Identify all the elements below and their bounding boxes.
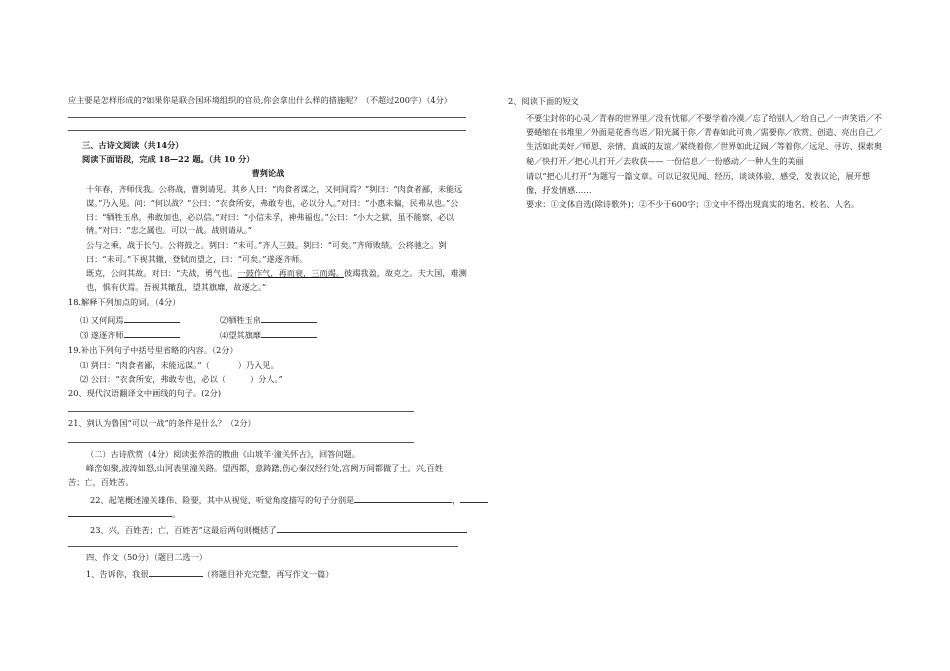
answer-line — [68, 130, 466, 131]
q17-tail: 应主要是怎样形成的?如果你是联合国环境组织的官员,你会拿出什么样的措施呢？（不超过200字）（4分） — [68, 95, 452, 105]
q18-item-2 — [220, 314, 317, 326]
answer-blank[interactable] — [261, 329, 317, 338]
passage-paragraph-2: 公与之乘，战于长勺。公将鼓之。刿曰：“未可。”齐人三鼓。刿曰：“可矣。”齐师败绩。公将驰之。刿曰：“未可。”下视其辙，登轼而望之，曰：“可矣。”遂逐齐师。 — [86, 240, 447, 264]
essay-option-1-end: （将题目补充完整，再写作文一篇） — [202, 569, 334, 579]
q18-item-3 — [80, 329, 180, 341]
poem-line-2: 苦；亡，百姓苦。 — [68, 477, 134, 487]
poem-line-1: 峰峦如聚,波涛如怒,山河表里潼关路。望西都，意踌躇,伤心秦汉经行处,宫阙万间都做了土。兴,百姓 — [86, 463, 443, 473]
section3-part2: （二）古诗欣赏（4分）阅读张养浩的散曲《山坡羊·潼关怀古》，回答问题。 — [86, 449, 360, 459]
answer-blank[interactable] — [149, 568, 203, 577]
q18-item-1 — [80, 314, 180, 326]
section4-title: 四、作文（50分）（题目二选一） — [86, 552, 207, 562]
q18-item-2-text: ⑵牺牲玉帛 — [220, 315, 261, 325]
question-23 — [90, 524, 467, 536]
question-20: 20、现代汉语翻译文中画线的句子。(2分) — [68, 388, 222, 398]
essay-option-1-start: 1、告诉你，我很 — [86, 569, 149, 579]
q18-item-4-text: ⑷望其旗靡 — [220, 330, 261, 340]
q18-item-1-text: ⑴ 又何间焉 — [80, 315, 124, 325]
answer-blank[interactable] — [460, 494, 488, 503]
underlined-sentence: 一鼓作气，再而衰，三而竭。 — [237, 268, 345, 278]
q19-item-2-end: ）分人。” — [249, 374, 283, 384]
passage-p3-end: 彼竭我盈，故克之。夫大国，难测也，惧有伏焉。吾视其辙乱，望其旗靡，故逐之。” — [86, 268, 467, 292]
period: 。 — [172, 509, 181, 519]
q19-item-2 — [80, 375, 283, 385]
question-22 — [90, 494, 488, 506]
passage-paragraph-1: 十年春，齐师伐我。公将战，曹刿请见。其乡人曰：“肉食者谋之，又何间焉？”刿曰：“肉食者鄙，未能远谋。”乃入见。问：“何以战？”公曰：“衣食所安，弗敢专也，必以分人。”对曰：“小惠未徧，民弗从也。”公曰：“牺牲玉帛，弗敢加也，必以信。”对曰：“小信未孚，神弗福也。”公曰：“小大之狱，虽不能察，必以情。”对曰：“忠之属也。可以一战。战则请从。” — [86, 184, 463, 236]
question-18: 18.解释下列加点的词。（4分） — [68, 297, 181, 307]
q19-item-1-start: ⑴ 刿曰：“肉食者鄙，未能远谋。”（ — [80, 360, 210, 370]
q19-item-2-start: ⑵ 公曰：“衣食所安，弗敢专也，必以（ — [80, 374, 226, 384]
section3-intro: 阅读下面语段，完成 18—22 题。（共 10 分） — [82, 154, 255, 164]
comma: ， — [452, 495, 461, 505]
passage-p3-start: 既克，公问其故。对曰：“夫战，勇气也。 — [86, 268, 238, 278]
section3-title: 三、古诗文阅读（共14分） — [82, 140, 184, 150]
question-23-text: 23、兴，百姓苦；亡，百姓苦”这最后两句则概括了 — [90, 525, 277, 535]
answer-line — [68, 411, 414, 412]
question-22-text: 22、起笔概述潼关雄伟、险要，其中从视觉、听觉角度描写的句子分别是 — [90, 495, 355, 505]
question-22-continued — [68, 508, 180, 520]
answer-blank[interactable] — [124, 314, 180, 323]
passage-title: 曹刿论战 — [251, 168, 285, 178]
answer-blank[interactable] — [261, 314, 317, 323]
q19-item-1-end: ）乃入见。 — [237, 360, 279, 370]
essay-option-2-requirements: 要求：①文体自选(除诗歌外)；②不少于600字；③文中不得出现真实的地名、校名、人名。 — [526, 199, 860, 209]
q18-item-3-text: ⑶ 遂逐齐师 — [80, 330, 124, 340]
answer-blank[interactable] — [124, 329, 180, 338]
answer-line — [68, 546, 458, 547]
question-21: 21、刿认为鲁国“可以一战”的条件是什么？（2分） — [68, 418, 256, 428]
passage-paragraph-3 — [68, 267, 468, 295]
q18-item-4 — [220, 329, 317, 341]
answer-line — [68, 442, 414, 443]
answer-blank[interactable] — [68, 508, 172, 517]
question-19: 19.补出下列句子中括号里省略的内容。（2分） — [68, 345, 238, 355]
answer-blank[interactable] — [277, 524, 467, 533]
essay-option-2-prompt: 请以“把心儿打开”为题写一篇文章。可以记叙见闻、经历，谈谈体验、感受，发表议论，展开想像，抒发情感…… — [526, 171, 871, 196]
answer-blank[interactable] — [354, 494, 452, 503]
q19-item-1 — [80, 361, 279, 371]
answer-line — [68, 117, 466, 118]
essay-option-2-text: 不要尘封你的心灵／青春的世界里／没有忧郁／不要学着冷漠／忘了给别人／给自己／一声笑语／不要蜷缩在书堆里／外面是花香鸟语／阳光属于你／青春如此可贵／需要你／欣赏、创造、亮出自己／生活如此美好／师恩、亲情、真诚的友谊／紧绕着你／世界如此辽阔／等着你／远足、寻访、探索奥秘／快打开／把心儿打开／去收获—— 一份信息／一份感动／一种人生的美丽 — [526, 113, 882, 166]
essay-option-1 — [86, 568, 334, 580]
essay-option-2-title: 2、阅读下面的短文 — [508, 96, 579, 106]
